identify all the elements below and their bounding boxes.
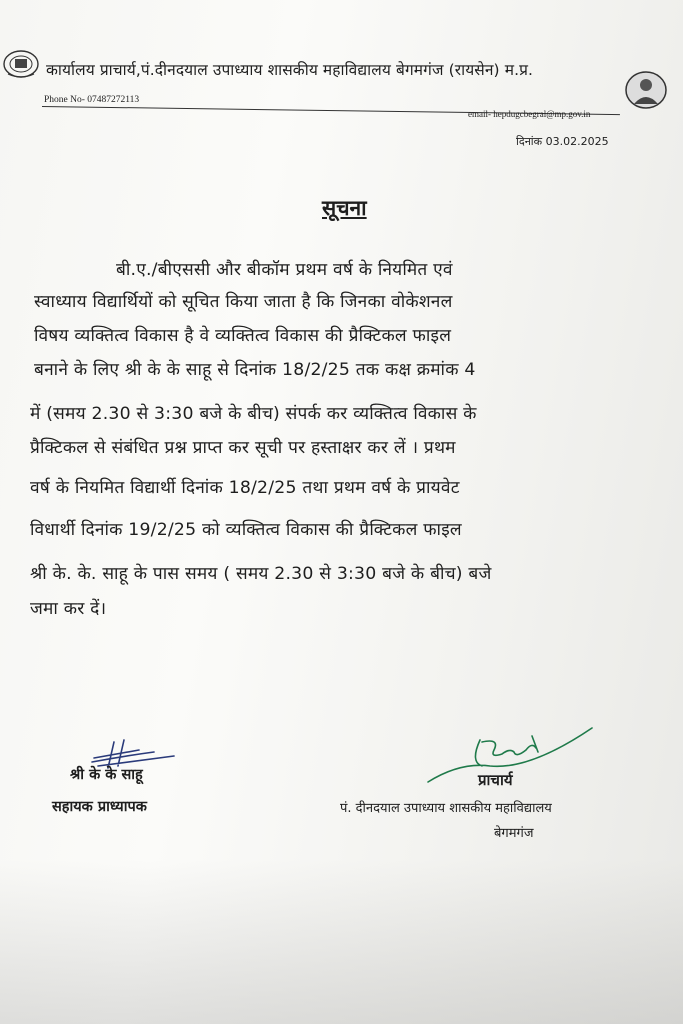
notice-heading: सूचना (322, 196, 367, 220)
principal-designation: प्राचार्य (478, 771, 513, 789)
body-line: बनाने के लिए श्री के के साहू से दिनांक 18/2/25 तक कक्ष क्रमांक 4 (34, 360, 476, 380)
body-line: वर्ष के नियमित विद्यार्थी दिनांक 18/2/25 तथा प्रथम वर्ष के प्रायवेट (30, 478, 460, 498)
body-line: बी.ए./बीएससी और बीकॉम प्रथम वर्ष के नियमित एवं (116, 260, 453, 280)
phone-number: Phone No- 07487272113 (44, 95, 140, 105)
signatory-name: श्री के के साहू (70, 767, 143, 783)
government-emblem-icon (2, 44, 40, 82)
body-line: विधार्थी दिनांक 19/2/25 को व्यक्तित्व विकास की प्रैक्टिकल फाइल (30, 520, 462, 540)
notice-date: दिनांक 03.02.2025 (516, 135, 609, 148)
body-line: में (समय 2.30 से 3:30 बजे के बीच) संपर्क कर व्यक्तित्व विकास के (30, 404, 477, 424)
portrait-photo-icon (624, 70, 668, 110)
office-header-title: कार्यालय प्राचार्य,पं.दीनदयाल उपाध्याय शासकीय महाविद्यालय बेगमगंज (रायसेन) म.प्र. (46, 61, 534, 79)
paper-shadow (0, 860, 683, 1024)
body-line: विषय व्यक्तित्व विकास है वे व्यक्तित्व विकास की प्रैक्टिकल फाइल (34, 326, 452, 346)
body-line: जमा कर दें। (30, 599, 107, 619)
college-town: बेगमगंज (494, 826, 534, 841)
email-address: email- hepdugcbegral@mp.gov.in (468, 109, 591, 119)
body-line: प्रैक्टिकल से संबंधित प्रश्न प्राप्त कर सूची पर हस्ताक्षर कर लें । प्रथम (30, 438, 456, 458)
college-name: पं. दीनदयाल उपाध्याय शासकीय महाविद्यालय (340, 801, 552, 816)
signatory-designation: सहायक प्राध्यापक (52, 799, 147, 815)
body-line: श्री के. के. साहू के पास समय ( समय 2.30 से 3:30 बजे के बीच) बजे (30, 564, 492, 584)
body-line: स्वाध्याय विद्यार्थियों को सूचित किया जाता है कि जिनका वोकेशनल (34, 292, 453, 312)
